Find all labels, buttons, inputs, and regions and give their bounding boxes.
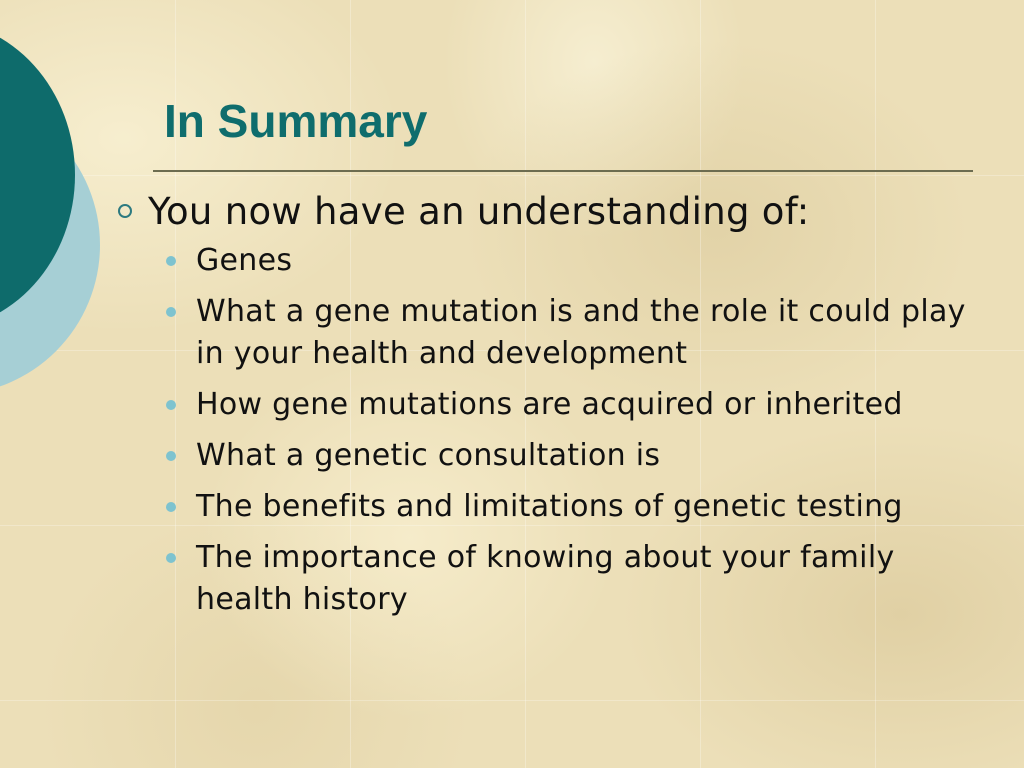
sub-bullet-item	[166, 435, 978, 477]
sub-bullet-text: The benefits and limitations of genetic testing	[196, 489, 903, 524]
sub-bullet-item	[166, 537, 978, 621]
sub-bullet-text: The importance of knowing about your family health history	[196, 540, 895, 617]
filled-dot-bullet-icon	[166, 451, 176, 461]
sub-bullet-text: How gene mutations are acquired or inherited	[196, 387, 903, 422]
sub-bullet-list	[166, 240, 978, 621]
sub-bullet-item	[166, 291, 978, 375]
sub-bullet-item	[166, 384, 978, 426]
filled-dot-bullet-icon	[166, 502, 176, 512]
sub-bullet-item	[166, 240, 978, 282]
texture-line	[0, 175, 1024, 176]
main-bullet-item	[118, 188, 978, 236]
sub-bullet-text: What a genetic consultation is	[196, 438, 661, 473]
filled-dot-bullet-icon	[166, 400, 176, 410]
sub-bullet-text: What a gene mutation is and the role it could play in your health and development	[196, 294, 966, 371]
slide-title: In Summary	[164, 95, 428, 147]
title-divider	[153, 170, 973, 172]
filled-dot-bullet-icon	[166, 553, 176, 563]
slide-body	[118, 188, 978, 630]
filled-dot-bullet-icon	[166, 256, 176, 266]
sub-bullet-text: Genes	[196, 243, 293, 278]
main-bullet-text: You now have an understanding of:	[148, 190, 810, 233]
texture-line	[0, 700, 1024, 701]
filled-dot-bullet-icon	[166, 307, 176, 317]
hollow-circle-bullet-icon	[118, 204, 132, 218]
sub-bullet-item	[166, 486, 978, 528]
